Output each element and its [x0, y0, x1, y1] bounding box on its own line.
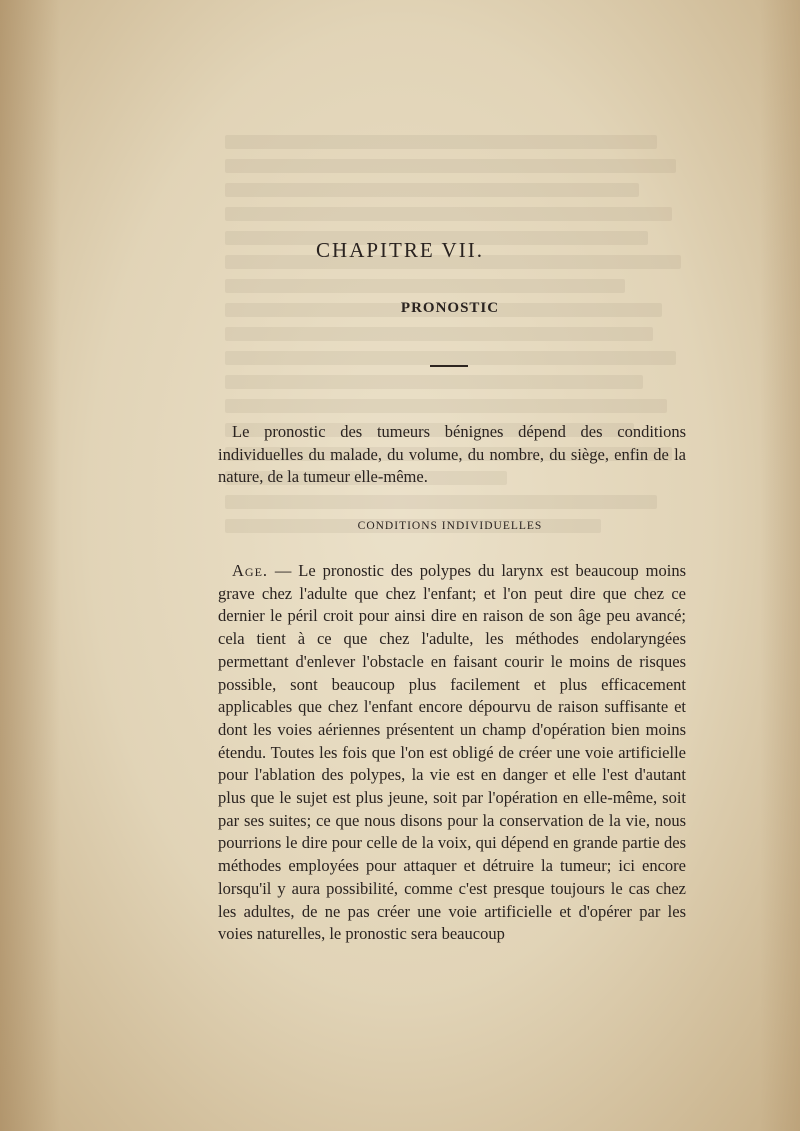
chapter-heading: CHAPITRE VII. — [316, 238, 484, 262]
subsection-heading: CONDITIONS INDIVIDUELLES — [357, 520, 543, 532]
age-paragraph — [218, 560, 686, 946]
age-label: Age. — [232, 561, 269, 580]
show-through-texture — [225, 135, 695, 555]
section-title: PRONOSTIC — [400, 300, 500, 316]
intro-paragraph: Le pronostic des tumeurs bénignes dépend des conditions individuelles du malade, du volume, du nombre, du siège, enfin de la nature, de la tumeur elle-même. — [218, 422, 686, 487]
age-paragraph-text: — Le pronostic des polypes du larynx est beaucoup moins grave chez l'adulte que chez l'enfant; et l'on peut dire que chez ce dernier le péril croit pour ainsi dire en raison de son âge peu avancé; cela tient à ce que chez l'adulte, les méthodes endolaryngées permettant d'enlever l'obstacle en faisant courir le moins de risques possible, sont beaucoup plus facilement et plus efficacement applicables que chez l'enfant encore dépourvu de raison suffisante et dont les voies aériennes présentent un champ d'opération bien moins étendu. Toutes les fois que l'on est obligé de créer une voie artificielle pour l'ablation des polypes, la vie est en danger et elle l'est d'autant plus que le sujet est plus jeune, soit par l'opération en elle-même, soit par ses suites; ce que nous disons pour la conservation de la vie, nous pourrions le dire pour celle de la voix, qui dépend en grande partie des méthodes employées pour attaquer et détruire la tumeur; ici encore lorsqu'il y aura possibilité, comme c'est presque toujours le cas chez les adultes, de ne pas créer une voie artificielle et d'opérer par les voies naturelles, le pronostic sera beaucoup — [218, 561, 686, 944]
divider-rule — [430, 365, 468, 367]
